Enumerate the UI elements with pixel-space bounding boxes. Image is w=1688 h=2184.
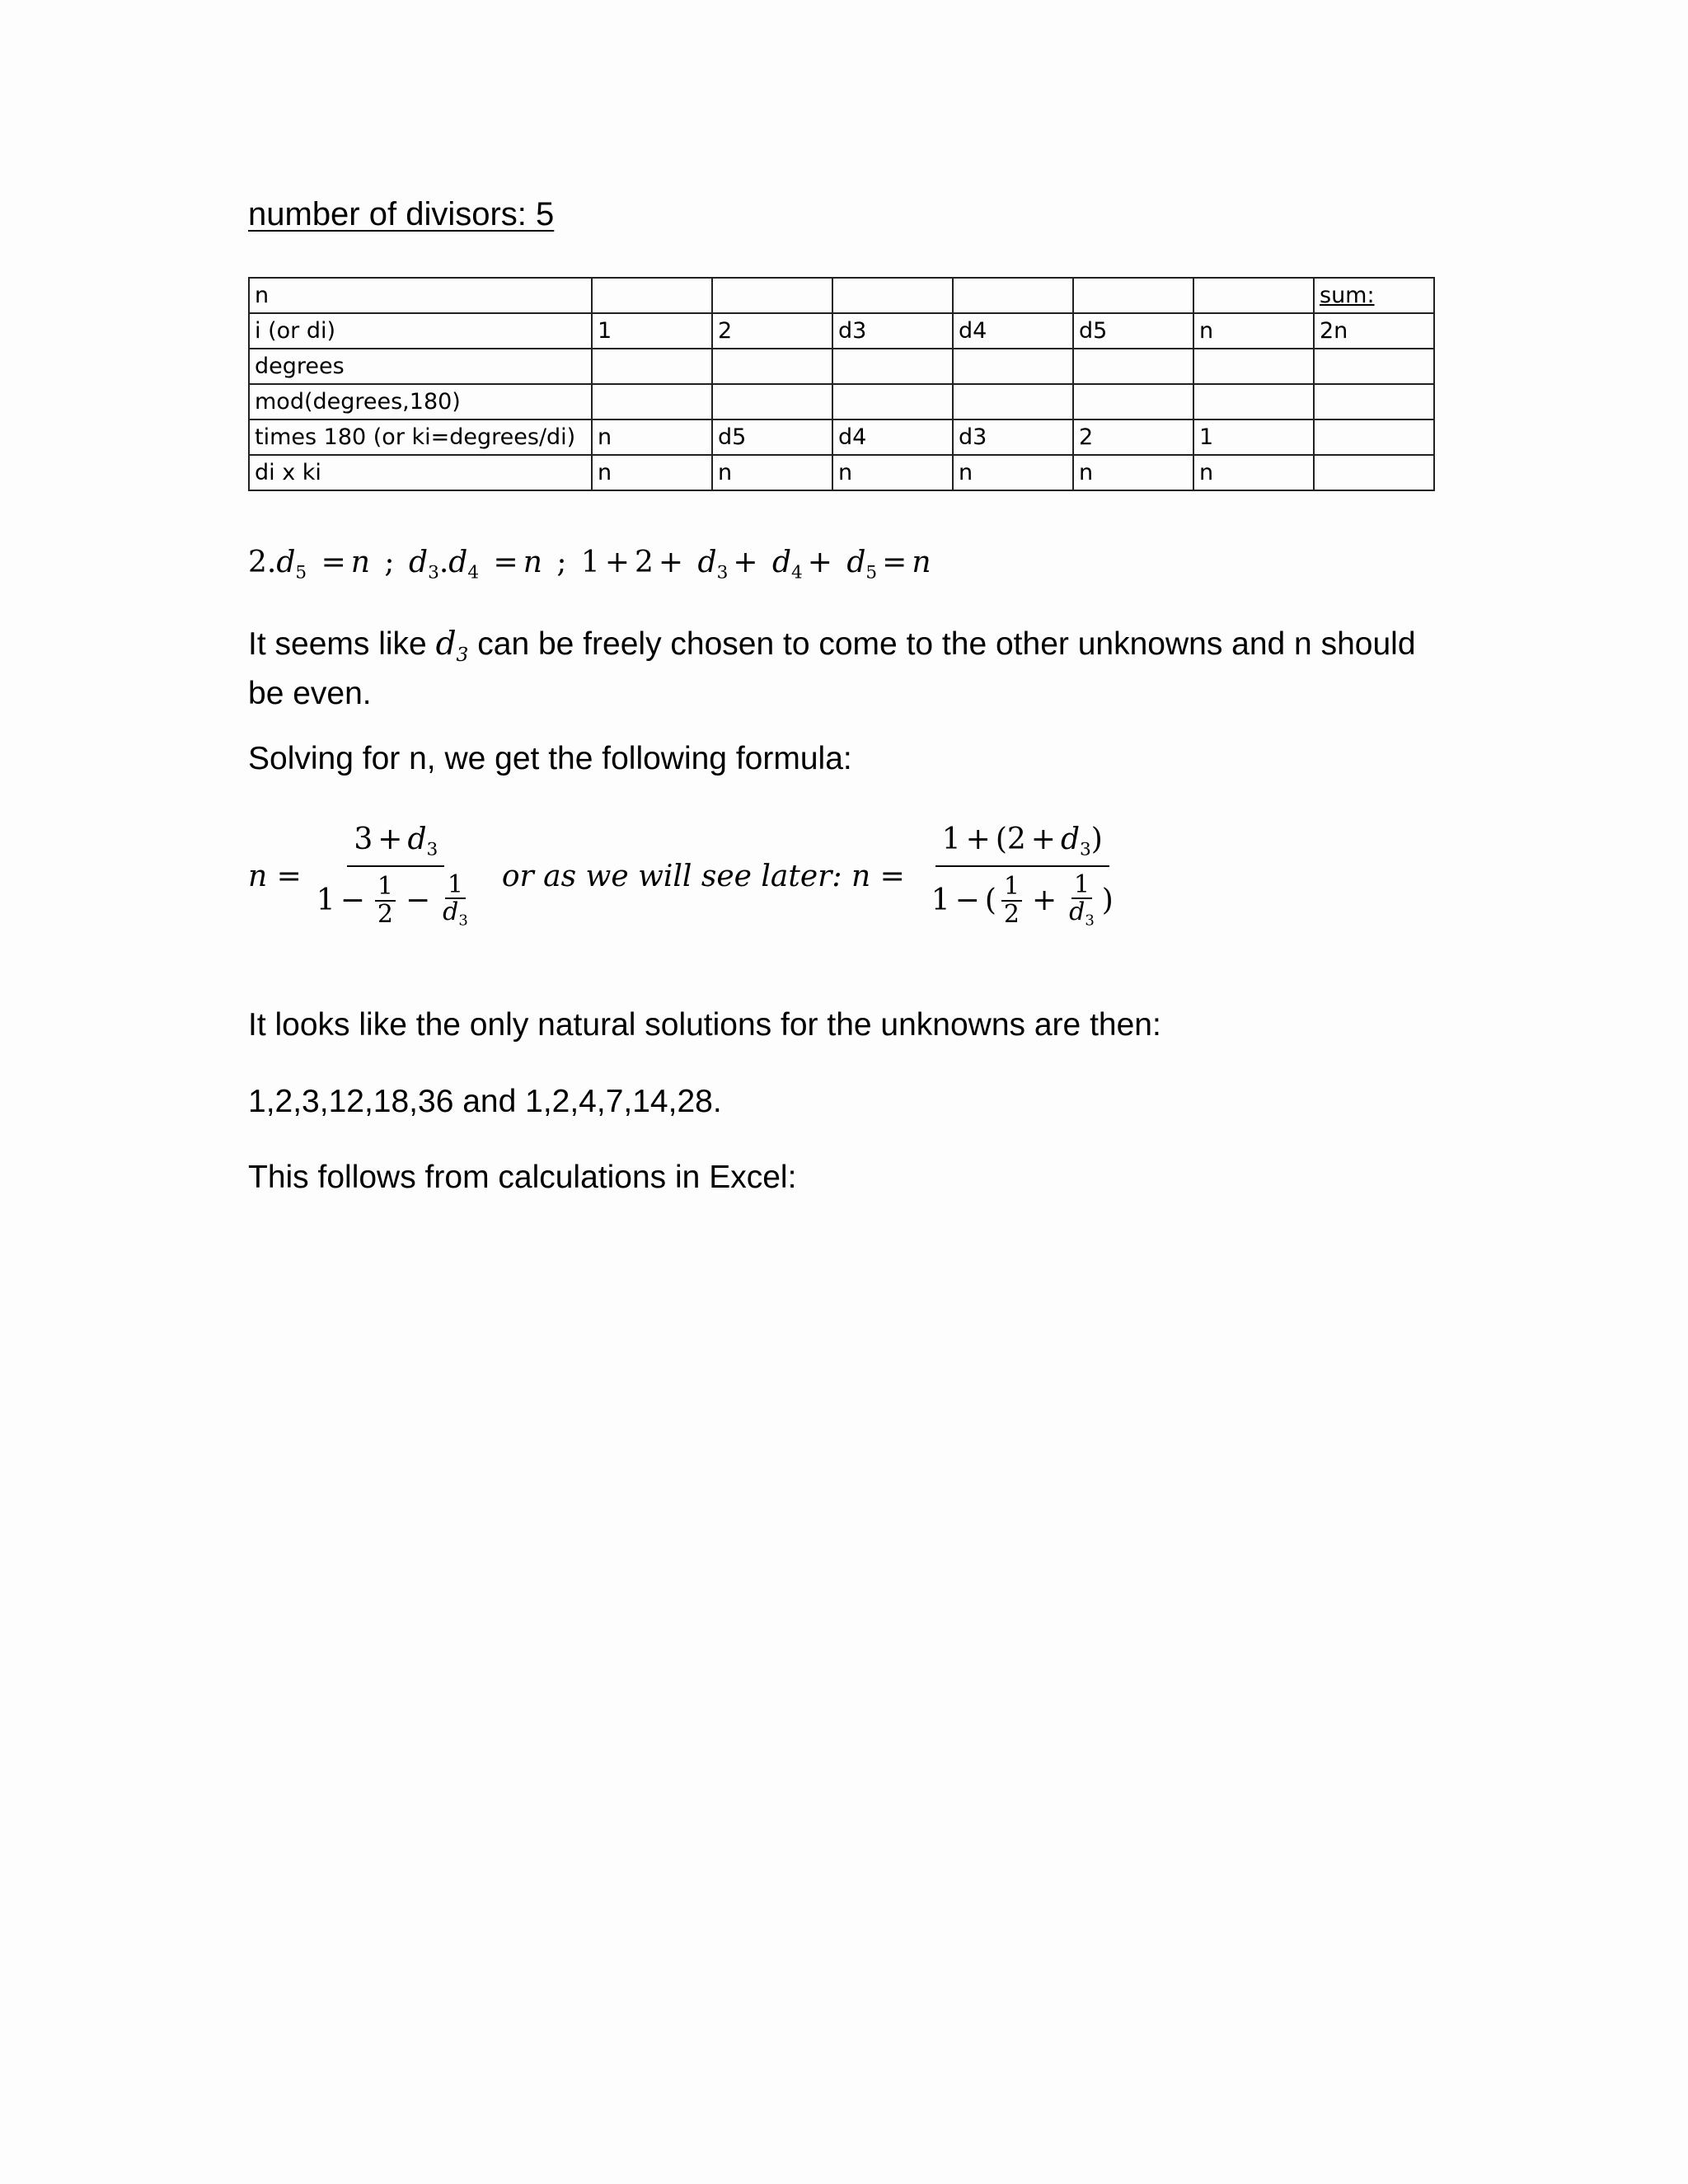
table-cell: n [832, 455, 953, 490]
table-cell [1193, 349, 1314, 384]
table-cell: d4 [832, 419, 953, 455]
equation-divisor-relations: $2.d_5 = n$ ; $d_3.d_4 = n$ ; $1 + 2 + d_3 + d_4 + d_5 = n$ [248, 546, 931, 583]
row-label-cell: i (or di) [249, 313, 592, 349]
table-cell: d5 [712, 419, 832, 455]
row-label-cell: mod(degrees,180) [249, 384, 592, 419]
table-cell: n [1193, 455, 1314, 490]
table-cell: n [1073, 455, 1193, 490]
table-cell [592, 349, 712, 384]
table-row [249, 313, 1434, 349]
table-cell [832, 278, 953, 313]
table-cell [1073, 384, 1193, 419]
table-cell: 1 [592, 313, 712, 349]
table-cell [592, 278, 712, 313]
table-cell [592, 384, 712, 419]
sum-cell: sum: [1314, 278, 1434, 313]
table-cell: n [953, 455, 1073, 490]
table-cell: n [1193, 313, 1314, 349]
table-cell: d5 [1073, 313, 1193, 349]
table-row [249, 455, 1434, 490]
table-cell [1073, 349, 1193, 384]
table-cell: d4 [953, 313, 1073, 349]
math-variable: $d_3$ [435, 626, 469, 667]
table-cell [953, 349, 1073, 384]
paragraph-text: It seems like [248, 626, 436, 662]
sum-cell [1314, 455, 1434, 490]
sum-cell: 2n [1314, 313, 1434, 349]
sum-cell [1314, 419, 1434, 455]
table-cell [1073, 278, 1193, 313]
formula-lhs: n = [248, 859, 302, 893]
table-cell: n [712, 455, 832, 490]
table-cell: d3 [953, 419, 1073, 455]
formula-n [248, 814, 1128, 938]
table-cell [1193, 384, 1314, 419]
table-row [249, 384, 1434, 419]
table-row [249, 419, 1434, 455]
table-cell: n [592, 419, 712, 455]
table-cell [712, 278, 832, 313]
paragraph-solving: Solving for n, we get the following formula: [248, 741, 852, 776]
row-label-cell: di x ki [249, 455, 592, 490]
table-cell: 2 [712, 313, 832, 349]
row-label-cell: n [249, 278, 592, 313]
table-cell: 1 [1193, 419, 1314, 455]
sum-cell [1314, 384, 1434, 419]
page-title: number of divisors: 5 [248, 196, 555, 232]
sum-cell [1314, 349, 1434, 384]
paragraph-solution-list: 1,2,3,12,18,36 and 1,2,4,7,14,28. [248, 1084, 722, 1119]
table-cell [953, 278, 1073, 313]
table-cell [832, 384, 953, 419]
row-label-cell: degrees [249, 349, 592, 384]
paragraph-free-choice [248, 625, 1451, 713]
table-cell: n [592, 455, 712, 490]
table-cell [1193, 278, 1314, 313]
fraction-first: $3 + d_3$ 1 − $\frac{1}{2}$ − $\frac{1}{d_3}$ [316, 823, 468, 930]
table-row [249, 278, 1434, 313]
table-cell [953, 384, 1073, 419]
table-cell [832, 349, 953, 384]
paragraph-text: can be freely chosen to come to the other unknowns and n should be even. [248, 626, 1416, 712]
row-label-cell: times 180 (or ki=degrees/di) [249, 419, 592, 455]
table-cell: 2 [1073, 419, 1193, 455]
fraction-second: $1 + (2 + d_3)$ 1 − ( $\frac{1}{2}$ + $\frac{1}{d_3}$ ) [931, 823, 1114, 930]
formula-mid-text: or as we will see later: n = [501, 859, 905, 893]
table-row [249, 349, 1434, 384]
paragraph-excel: This follows from calculations in Excel: [248, 1160, 797, 1195]
divisor-table [248, 277, 1435, 491]
table-cell [712, 384, 832, 419]
paragraph-natural-solutions: It looks like the only natural solutions for the unknowns are then: [248, 1007, 1161, 1043]
table-cell [712, 349, 832, 384]
table-cell: d3 [832, 313, 953, 349]
